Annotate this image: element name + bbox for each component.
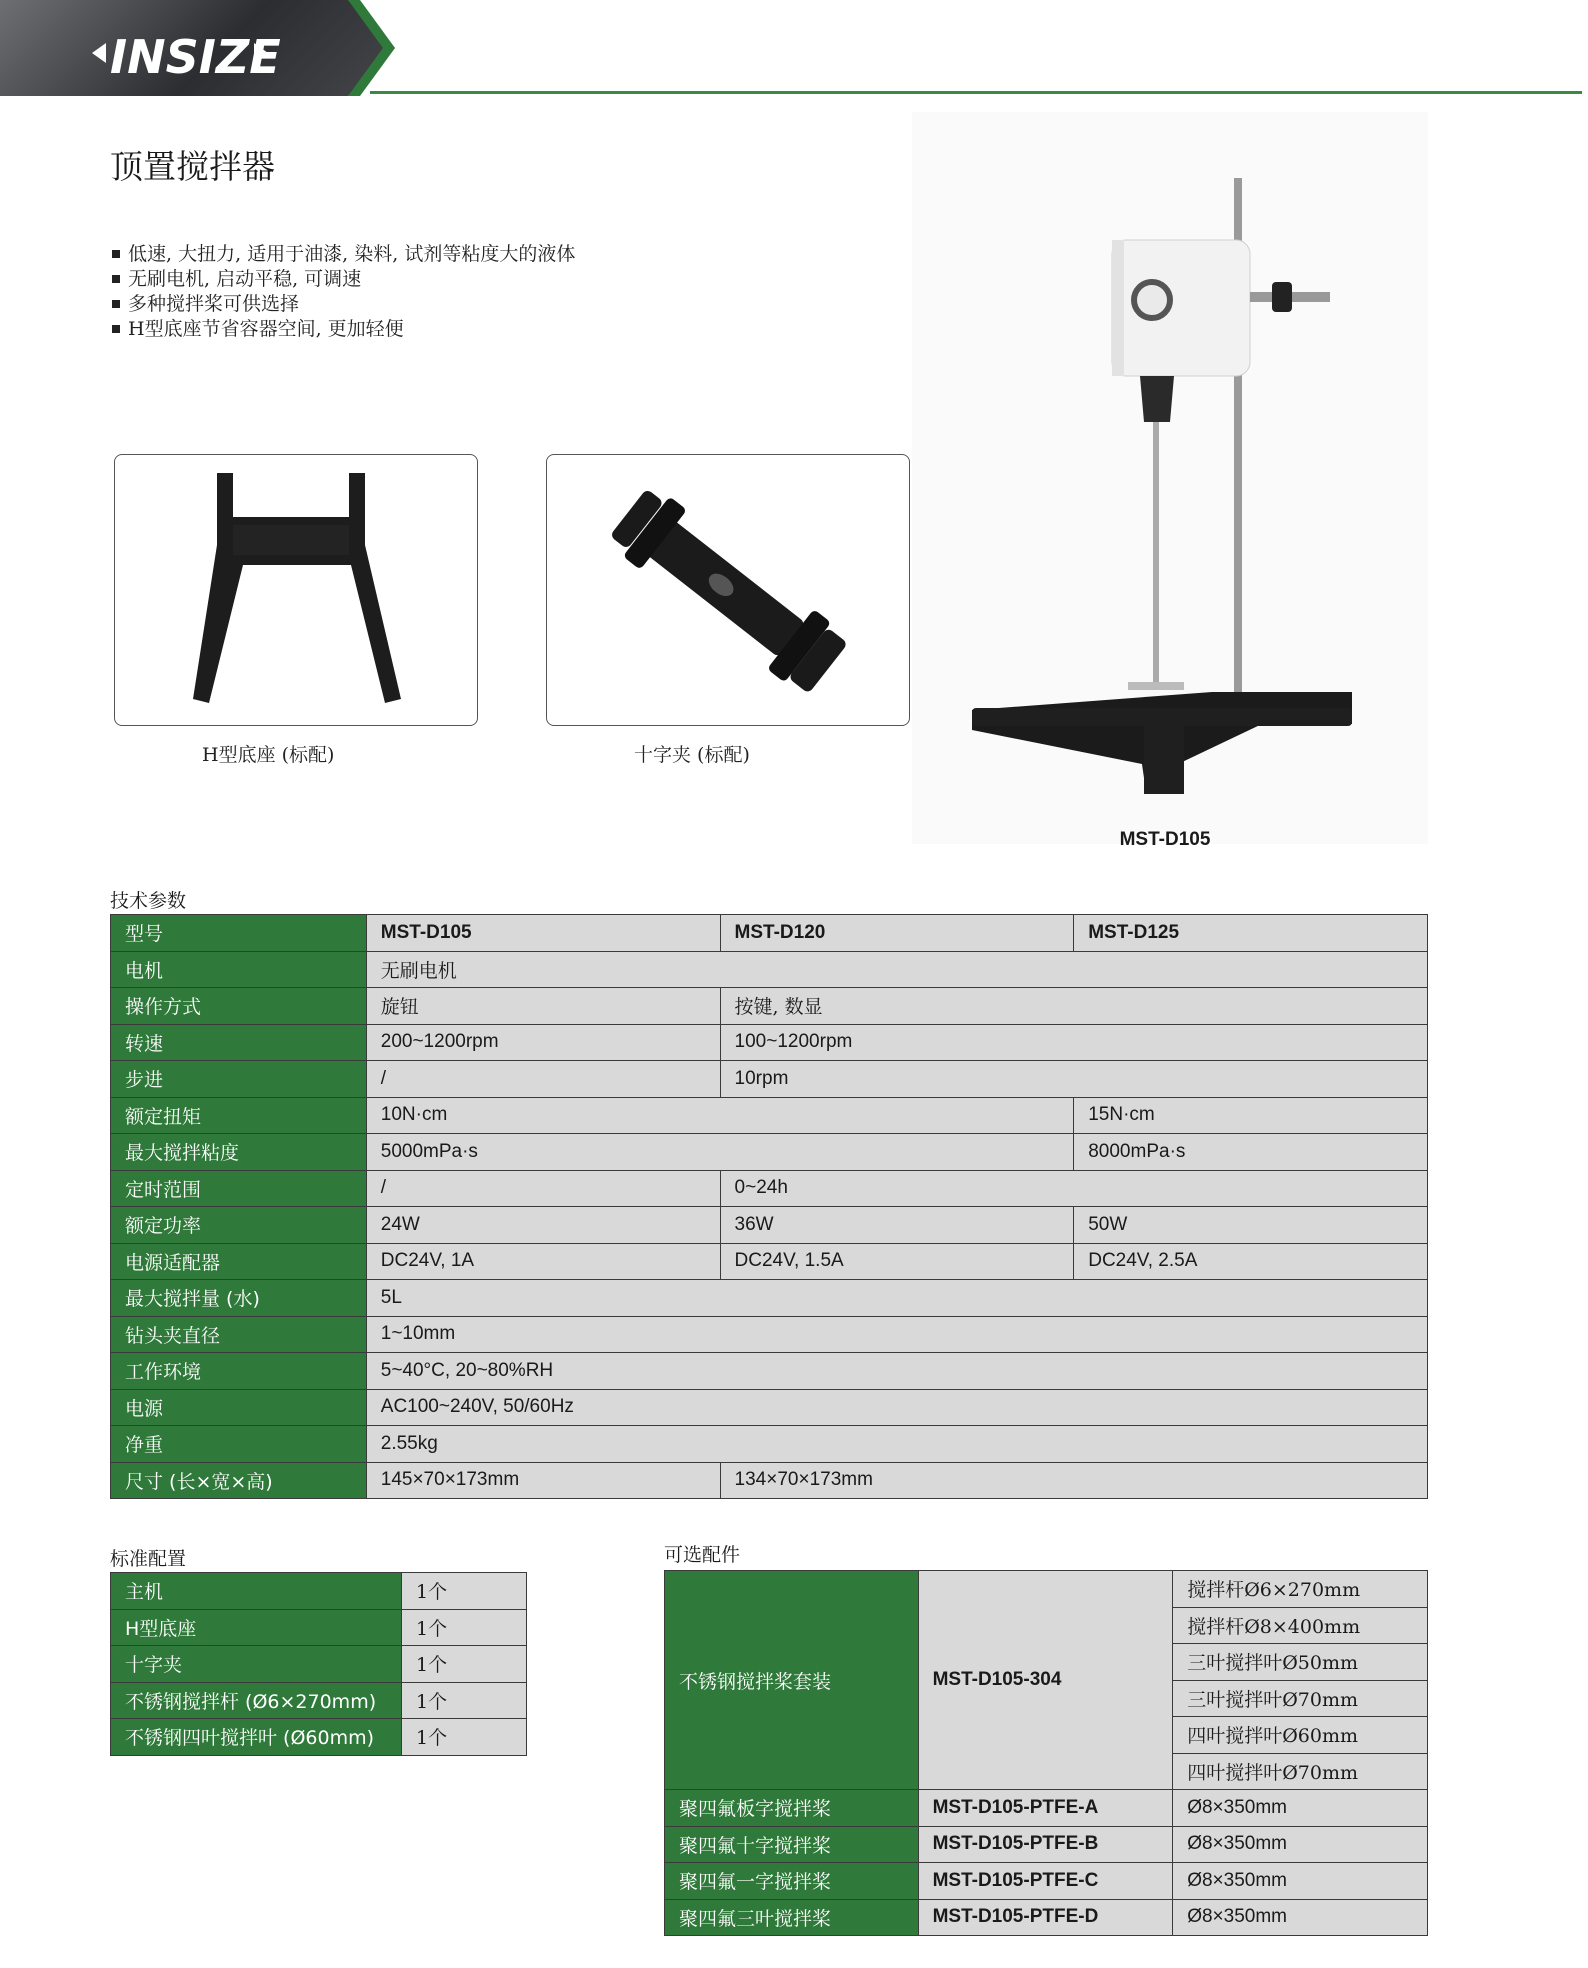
cross-clamp-caption: 十字夹 (标配) (634, 744, 750, 766)
h-base-caption: H型底座 (标配) (202, 744, 335, 766)
accessory-name: 聚四氟板字搅拌桨 (665, 1790, 919, 1827)
standard-config-table (110, 1572, 527, 1756)
optional-section-title: 可选配件 (664, 1544, 741, 1566)
feature-list (112, 242, 575, 342)
spec-cell: 5~40°C, 20~80%RH (366, 1353, 1427, 1390)
spec-label: 电源适配器 (111, 1243, 367, 1280)
spec-cell: 旋钮 (366, 988, 720, 1025)
feature-item: H型底座节省容器空间, 更加轻便 (112, 317, 575, 342)
kit-name: 不锈钢搅拌桨套装 (665, 1571, 919, 1790)
spec-label: 电机 (111, 951, 367, 988)
table-row (111, 951, 1428, 988)
spec-label: 净重 (111, 1426, 367, 1463)
table-row (111, 1609, 527, 1646)
spec-cell: / (366, 1061, 720, 1098)
spec-cell: 24W (366, 1207, 720, 1244)
table-row (111, 1061, 1428, 1098)
config-qty: 1个 (402, 1573, 527, 1610)
spec-label: 转速 (111, 1024, 367, 1061)
spec-cell: MST-D120 (720, 915, 1074, 952)
table-row (665, 1826, 1428, 1863)
table-row (111, 988, 1428, 1025)
table-row (111, 1389, 1428, 1426)
overhead-stirrer-image (912, 112, 1428, 844)
spec-cell: 134×70×173mm (720, 1462, 1427, 1499)
kit-spec: 三叶搅拌叶Ø50mm (1173, 1644, 1428, 1681)
cross-clamp-image (546, 454, 910, 726)
spec-cell: 145×70×173mm (366, 1462, 720, 1499)
banner-rule (370, 91, 1582, 94)
table-row (665, 1863, 1428, 1900)
spec-cell: 200~1200rpm (366, 1024, 720, 1061)
config-item: 不锈钢四叶搅拌叶 (Ø60mm) (111, 1719, 402, 1756)
spec-cell: 100~1200rpm (720, 1024, 1427, 1061)
accessory-name: 聚四氟三叶搅拌桨 (665, 1899, 919, 1936)
table-row (111, 1280, 1428, 1317)
spec-label: 电源 (111, 1389, 367, 1426)
table-row (665, 1899, 1428, 1936)
spec-cell: 10rpm (720, 1061, 1427, 1098)
table-row (111, 1426, 1428, 1463)
spec-cell: 按键, 数显 (720, 988, 1427, 1025)
spec-label: 工作环境 (111, 1353, 367, 1390)
page-title: 顶置搅拌器 (110, 147, 275, 186)
brand-logo: INSIZE (110, 30, 281, 84)
spec-cell: MST-D125 (1074, 915, 1428, 952)
accessory-name: 聚四氟十字搅拌桨 (665, 1826, 919, 1863)
optional-accessories-table (664, 1570, 1428, 1936)
spec-cell: DC24V, 1A (366, 1243, 720, 1280)
spec-cell: 5L (366, 1280, 1427, 1317)
spec-cell: 15N·cm (1074, 1097, 1428, 1134)
main-product-caption: MST-D105 (1119, 829, 1211, 850)
config-qty: 1个 (402, 1646, 527, 1683)
table-row (111, 1353, 1428, 1390)
table-row (111, 1573, 527, 1610)
header-banner (0, 0, 1588, 100)
config-qty: 1个 (402, 1719, 527, 1756)
config-item: 十字夹 (111, 1646, 402, 1683)
spec-section-title: 技术参数 (110, 890, 187, 912)
spec-cell: 无刷电机 (366, 951, 1427, 988)
spec-cell: 2.55kg (366, 1426, 1427, 1463)
accessory-spec: Ø8×350mm (1173, 1790, 1428, 1827)
accessory-spec: Ø8×350mm (1173, 1899, 1428, 1936)
table-row (111, 1243, 1428, 1280)
spec-label: 最大搅拌量 (水) (111, 1280, 367, 1317)
spec-label: 最大搅拌粘度 (111, 1134, 367, 1171)
table-row (111, 1462, 1428, 1499)
spec-cell: DC24V, 1.5A (720, 1243, 1074, 1280)
table-row (111, 1207, 1428, 1244)
accessory-name: 聚四氟一字搅拌桨 (665, 1863, 919, 1900)
spec-label: 操作方式 (111, 988, 367, 1025)
feature-item: 多种搅拌桨可供选择 (112, 292, 575, 317)
spec-label: 定时范围 (111, 1170, 367, 1207)
accessory-model: MST-D105-PTFE-B (918, 1826, 1173, 1863)
standard-section-title: 标准配置 (110, 1548, 187, 1570)
kit-spec: 四叶搅拌叶Ø60mm (1173, 1717, 1428, 1754)
spec-label: 钻头夹直径 (111, 1316, 367, 1353)
config-item: 主机 (111, 1573, 402, 1610)
table-row (111, 1316, 1428, 1353)
spec-cell: 50W (1074, 1207, 1428, 1244)
accessory-model: MST-D105-PTFE-A (918, 1790, 1173, 1827)
kit-spec: 四叶搅拌叶Ø70mm (1173, 1753, 1428, 1790)
config-qty: 1个 (402, 1682, 527, 1719)
logo-right-arrow-icon (254, 43, 268, 63)
spec-label: 额定功率 (111, 1207, 367, 1244)
spec-cell: / (366, 1170, 720, 1207)
spec-cell: 1~10mm (366, 1316, 1427, 1353)
spec-cell: AC100~240V, 50/60Hz (366, 1389, 1427, 1426)
table-row (665, 1790, 1428, 1827)
spec-cell: 0~24h (720, 1170, 1427, 1207)
spec-cell: 36W (720, 1207, 1074, 1244)
spec-label: 步进 (111, 1061, 367, 1098)
table-row (111, 1646, 527, 1683)
table-row (111, 1024, 1428, 1061)
accessory-model: MST-D105-PTFE-C (918, 1863, 1173, 1900)
spec-cell: 8000mPa·s (1074, 1134, 1428, 1171)
spec-cell: 5000mPa·s (366, 1134, 1073, 1171)
config-item: 不锈钢搅拌杆 (Ø6×270mm) (111, 1682, 402, 1719)
logo-left-arrow-icon (92, 43, 106, 63)
spec-label: 额定扭矩 (111, 1097, 367, 1134)
accessory-spec: Ø8×350mm (1173, 1826, 1428, 1863)
config-item: H型底座 (111, 1609, 402, 1646)
spec-label: 型号 (111, 915, 367, 952)
table-row (111, 1134, 1428, 1171)
spec-table (110, 914, 1428, 1499)
spec-label: 尺寸 (长×宽×高) (111, 1462, 367, 1499)
feature-item: 低速, 大扭力, 适用于油漆, 染料, 试剂等粘度大的液体 (112, 242, 575, 267)
feature-item: 无刷电机, 启动平稳, 可调速 (112, 267, 575, 292)
config-qty: 1个 (402, 1609, 527, 1646)
table-row (111, 1719, 527, 1756)
table-row (665, 1571, 1428, 1608)
spec-cell: MST-D105 (366, 915, 720, 952)
spec-cell: 10N·cm (366, 1097, 1073, 1134)
kit-spec: 搅拌杆Ø8×400mm (1173, 1607, 1428, 1644)
accessory-spec: Ø8×350mm (1173, 1863, 1428, 1900)
accessory-model: MST-D105-PTFE-D (918, 1899, 1173, 1936)
h-base-image (114, 454, 478, 726)
table-row (111, 1682, 527, 1719)
table-row (111, 915, 1428, 952)
table-row (111, 1170, 1428, 1207)
table-row (111, 1097, 1428, 1134)
kit-model: MST-D105-304 (918, 1571, 1173, 1790)
kit-spec: 搅拌杆Ø6×270mm (1173, 1571, 1428, 1608)
kit-spec: 三叶搅拌叶Ø70mm (1173, 1680, 1428, 1717)
spec-cell: DC24V, 2.5A (1074, 1243, 1428, 1280)
